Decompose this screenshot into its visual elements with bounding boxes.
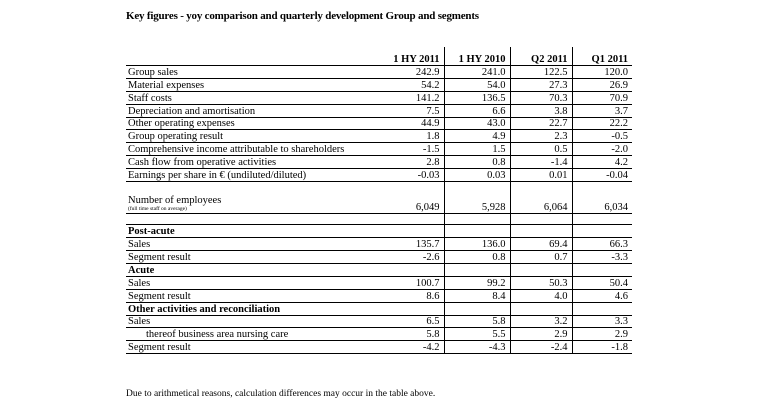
value-cell bbox=[380, 263, 444, 276]
value-cell: -4.2 bbox=[380, 341, 444, 354]
group-row bbox=[126, 117, 632, 130]
row-label: Segment result bbox=[126, 250, 380, 263]
value-cell bbox=[380, 214, 444, 225]
value-cell bbox=[572, 225, 632, 238]
value-cell bbox=[380, 302, 444, 315]
row-label: Sales bbox=[126, 315, 380, 328]
row-label: Acute bbox=[126, 263, 380, 276]
row-label: Cash flow from operative activities bbox=[126, 156, 380, 169]
segment-row bbox=[126, 276, 632, 289]
group-row bbox=[126, 104, 632, 117]
value-cell bbox=[444, 214, 510, 225]
value-cell bbox=[510, 225, 572, 238]
value-cell: 26.9 bbox=[572, 78, 632, 91]
value-cell: -1.5 bbox=[380, 143, 444, 156]
value-cell: 44.9 bbox=[380, 117, 444, 130]
segment-row bbox=[126, 289, 632, 302]
employees-label: Number of employees bbox=[128, 195, 222, 207]
value-cell: -4.3 bbox=[444, 341, 510, 354]
row-label: Earnings per share in € (undiluted/diluted) bbox=[126, 169, 380, 182]
value-cell: 5.8 bbox=[380, 328, 444, 341]
value-cell: 69.4 bbox=[510, 238, 572, 251]
value-cell: 136.0 bbox=[444, 238, 510, 251]
value-cell bbox=[510, 302, 572, 315]
value-cell bbox=[572, 263, 632, 276]
row-label: Sales bbox=[126, 276, 380, 289]
column-header: Q1 2011 bbox=[572, 47, 632, 66]
value-cell: 5.8 bbox=[444, 315, 510, 328]
section-heading-row bbox=[126, 263, 632, 276]
table-title: Key figures - yoy comparison and quarterly development Group and segments bbox=[126, 10, 479, 22]
segment-row bbox=[126, 250, 632, 263]
row-label: Segment result bbox=[126, 289, 380, 302]
value-cell: 27.3 bbox=[510, 78, 572, 91]
value-cell: 122.5 bbox=[510, 66, 572, 79]
footnote: Due to arithmetical reasons, calculation differences may occur in the table above. bbox=[126, 389, 436, 399]
value-cell: 4.6 bbox=[572, 289, 632, 302]
value-cell: 4.0 bbox=[510, 289, 572, 302]
value-cell: -1.4 bbox=[510, 156, 572, 169]
column-header: 1 HY 2011 bbox=[380, 47, 444, 66]
value-cell: 0.8 bbox=[444, 156, 510, 169]
value-cell: 2.8 bbox=[380, 156, 444, 169]
value-cell: 6,064 bbox=[510, 182, 572, 214]
group-row bbox=[126, 143, 632, 156]
value-cell bbox=[444, 263, 510, 276]
row-label: Depreciation and amortisation bbox=[126, 104, 380, 117]
value-cell: 3.2 bbox=[510, 315, 572, 328]
value-cell: 2.9 bbox=[572, 328, 632, 341]
value-cell bbox=[444, 225, 510, 238]
value-cell: 50.3 bbox=[510, 276, 572, 289]
employees-row bbox=[126, 182, 632, 214]
value-cell: 0.8 bbox=[444, 250, 510, 263]
value-cell: -0.04 bbox=[572, 169, 632, 182]
group-row bbox=[126, 130, 632, 143]
segment-row bbox=[126, 341, 632, 354]
value-cell: -2.6 bbox=[380, 250, 444, 263]
row-label: Sales bbox=[126, 238, 380, 251]
group-row bbox=[126, 66, 632, 79]
column-header: Q2 2011 bbox=[510, 47, 572, 66]
segment-row bbox=[126, 315, 632, 328]
value-cell: -0.03 bbox=[380, 169, 444, 182]
value-cell: 0.01 bbox=[510, 169, 572, 182]
value-cell: -2.4 bbox=[510, 341, 572, 354]
row-label bbox=[126, 214, 380, 225]
value-cell: 1.5 bbox=[444, 143, 510, 156]
value-cell bbox=[510, 214, 572, 225]
value-cell: 1.8 bbox=[380, 130, 444, 143]
value-cell: 136.5 bbox=[444, 91, 510, 104]
header-row bbox=[126, 47, 632, 66]
row-label: Group operating result bbox=[126, 130, 380, 143]
value-cell: 70.9 bbox=[572, 91, 632, 104]
value-cell: 6.6 bbox=[444, 104, 510, 117]
row-label: Other operating expenses bbox=[126, 117, 380, 130]
value-cell: -1.8 bbox=[572, 341, 632, 354]
value-cell: 241.0 bbox=[444, 66, 510, 79]
value-cell: 120.0 bbox=[572, 66, 632, 79]
row-label: Post-acute bbox=[126, 225, 380, 238]
value-cell: 99.2 bbox=[444, 276, 510, 289]
header-label-cell bbox=[126, 47, 380, 66]
value-cell: 22.2 bbox=[572, 117, 632, 130]
value-cell: 141.2 bbox=[380, 91, 444, 104]
value-cell: 100.7 bbox=[380, 276, 444, 289]
row-label: Group sales bbox=[126, 66, 380, 79]
value-cell bbox=[380, 225, 444, 238]
value-cell: 2.3 bbox=[510, 130, 572, 143]
value-cell bbox=[510, 263, 572, 276]
value-cell: 8.6 bbox=[380, 289, 444, 302]
value-cell bbox=[572, 214, 632, 225]
row-label: Segment result bbox=[126, 341, 380, 354]
value-cell: 6,049 bbox=[380, 182, 444, 214]
value-cell: -0.5 bbox=[572, 130, 632, 143]
value-cell: 54.0 bbox=[444, 78, 510, 91]
group-row bbox=[126, 169, 632, 182]
value-cell bbox=[572, 302, 632, 315]
row-label: Other activities and reconciliation bbox=[126, 302, 380, 315]
value-cell: 66.3 bbox=[572, 238, 632, 251]
value-cell: 6,034 bbox=[572, 182, 632, 214]
group-row bbox=[126, 156, 632, 169]
value-cell: 70.3 bbox=[510, 91, 572, 104]
value-cell bbox=[444, 302, 510, 315]
value-cell: 8.4 bbox=[444, 289, 510, 302]
value-cell: 5,928 bbox=[444, 182, 510, 214]
employees-sublabel: (full time staff on average) bbox=[128, 206, 187, 213]
row-label bbox=[126, 182, 380, 214]
group-row bbox=[126, 91, 632, 104]
value-cell: 54.2 bbox=[380, 78, 444, 91]
value-cell: 3.3 bbox=[572, 315, 632, 328]
value-cell: 6.5 bbox=[380, 315, 444, 328]
key-figures-table bbox=[126, 47, 632, 354]
value-cell: 135.7 bbox=[380, 238, 444, 251]
column-header: 1 HY 2010 bbox=[444, 47, 510, 66]
value-cell: 22.7 bbox=[510, 117, 572, 130]
value-cell: 43.0 bbox=[444, 117, 510, 130]
group-row bbox=[126, 78, 632, 91]
value-cell: 4.2 bbox=[572, 156, 632, 169]
value-cell: 7.5 bbox=[380, 104, 444, 117]
value-cell: 0.03 bbox=[444, 169, 510, 182]
value-cell: 3.7 bbox=[572, 104, 632, 117]
value-cell: 2.9 bbox=[510, 328, 572, 341]
section-heading-row bbox=[126, 302, 632, 315]
value-cell: 0.7 bbox=[510, 250, 572, 263]
row-label: thereof business area nursing care bbox=[126, 328, 380, 341]
value-cell: 5.5 bbox=[444, 328, 510, 341]
value-cell: -3.3 bbox=[572, 250, 632, 263]
value-cell: 50.4 bbox=[572, 276, 632, 289]
spacer-row bbox=[126, 214, 632, 225]
value-cell: 3.8 bbox=[510, 104, 572, 117]
row-label: Material expenses bbox=[126, 78, 380, 91]
row-label: Comprehensive income attributable to shareholders bbox=[126, 143, 380, 156]
value-cell: 242.9 bbox=[380, 66, 444, 79]
row-label: Staff costs bbox=[126, 91, 380, 104]
segment-row bbox=[126, 238, 632, 251]
value-cell: 0.5 bbox=[510, 143, 572, 156]
value-cell: 4.9 bbox=[444, 130, 510, 143]
value-cell: -2.0 bbox=[572, 143, 632, 156]
segment-row bbox=[126, 328, 632, 341]
section-heading-row bbox=[126, 225, 632, 238]
